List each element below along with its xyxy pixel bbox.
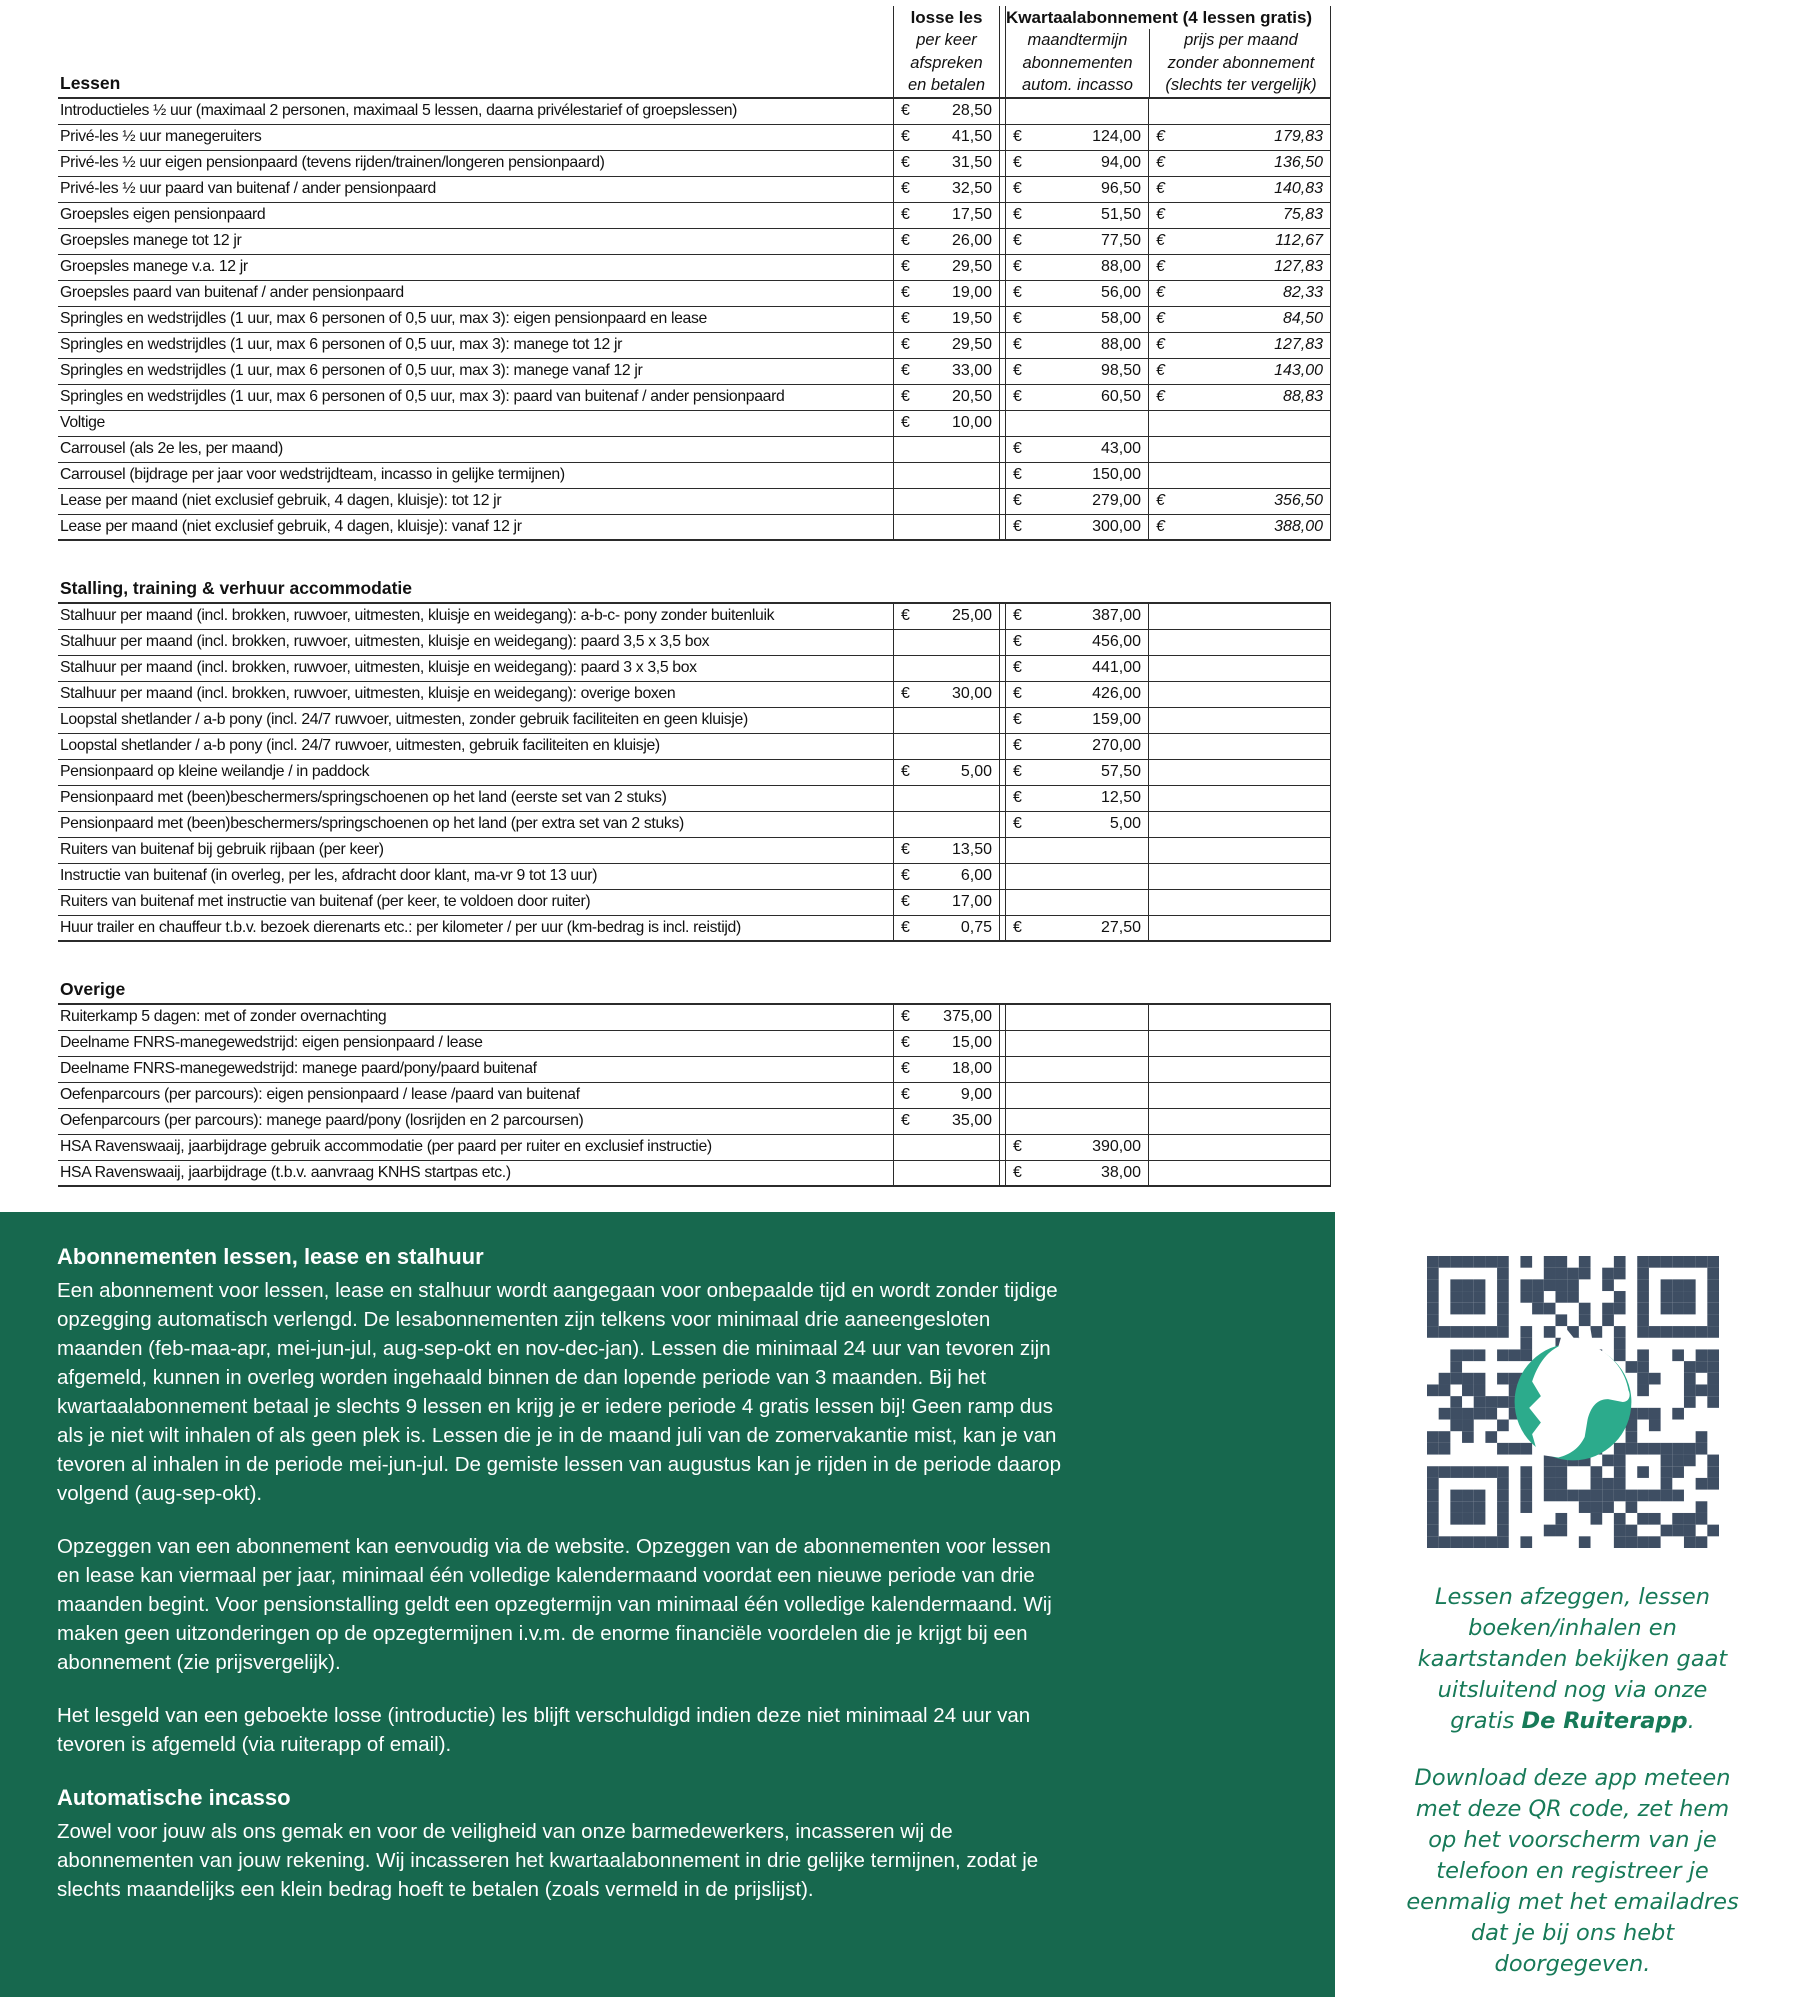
row-label: Lease per maand (niet exclusief gebruik, 4 dagen, kluisje): tot 12 jr	[60, 492, 502, 509]
price-p1: € 29,50	[893, 333, 1000, 358]
price-p2: € 426,00	[1005, 682, 1148, 707]
price-p1	[893, 489, 1000, 514]
app-text-prefix: Lessen afzeggen, lessen boeken/inhalen en kaartstanden bekijken gaat uitsluitend nog via onze gratis	[1417, 1584, 1728, 1734]
table-row	[58, 1005, 1331, 1031]
table-row	[58, 1031, 1331, 1057]
price-p1: € 19,00	[893, 281, 1000, 306]
row-label: Introductieles ½ uur (maximaal 2 personen, maximaal 5 lessen, daarna privélestarief of groepslessen)	[60, 102, 738, 119]
row-label: Privé-les ½ uur paard van buitenaf / ander pensionpaard	[60, 180, 436, 197]
price-p2	[1005, 1083, 1148, 1108]
price-p2: € 56,00	[1005, 281, 1148, 306]
price-p2: € 60,50	[1005, 385, 1148, 410]
price-p3: € 140,83	[1148, 177, 1331, 202]
price-p1: € 19,50	[893, 307, 1000, 332]
row-label: Carrousel (bijdrage per jaar voor wedstrijdteam, incasso in gelijke termijnen)	[60, 466, 565, 483]
price-p2: € 27,50	[1005, 916, 1148, 940]
bottom-area	[0, 1212, 1810, 1997]
table-row	[58, 151, 1331, 177]
price-p2: € 98,50	[1005, 359, 1148, 384]
price-p3	[1148, 864, 1331, 889]
price-p1: € 5,00	[893, 760, 1000, 785]
table-row	[58, 515, 1331, 541]
section-title: Overige	[58, 976, 1331, 1005]
price-p1	[893, 708, 1000, 733]
price-p1: € 13,50	[893, 838, 1000, 863]
table-row	[58, 1057, 1331, 1083]
table-row	[58, 411, 1331, 437]
price-p1	[893, 1135, 1000, 1160]
price-p3: € 388,00	[1148, 515, 1331, 539]
price-p3: € 112,67	[1148, 229, 1331, 254]
table-row	[58, 463, 1331, 489]
price-p3	[1148, 890, 1331, 915]
price-p1: € 41,50	[893, 125, 1000, 150]
table-row	[58, 359, 1331, 385]
price-p1: € 29,50	[893, 255, 1000, 280]
price-p1: € 17,00	[893, 890, 1000, 915]
price-p1	[893, 812, 1000, 837]
price-p1	[893, 734, 1000, 759]
row-label: Voltige	[60, 414, 105, 431]
row-label: Privé-les ½ uur manegeruiters	[60, 128, 262, 145]
price-p1: € 28,50	[893, 99, 1000, 124]
info-block	[0, 1212, 1335, 1997]
price-p2	[1005, 1005, 1148, 1030]
table-row	[58, 864, 1331, 890]
price-p2: € 456,00	[1005, 630, 1148, 655]
table-row	[58, 99, 1331, 125]
price-p2	[1005, 864, 1148, 889]
table-row	[58, 916, 1331, 942]
price-p3	[1148, 1109, 1331, 1134]
col-subtitle: prijs per maand	[1184, 31, 1298, 49]
price-p3: € 84,50	[1148, 307, 1331, 332]
table-row	[58, 656, 1331, 682]
table-row	[58, 682, 1331, 708]
info-heading-incasso: Automatische incasso	[57, 1785, 291, 1810]
column-header-maandtermijn	[1006, 29, 1149, 97]
price-p3: € 127,83	[1148, 255, 1331, 280]
price-p2: € 387,00	[1005, 604, 1148, 629]
price-p2: € 12,50	[1005, 786, 1148, 811]
price-p2: € 38,00	[1005, 1161, 1148, 1185]
table-row	[58, 281, 1331, 307]
section-title-lessen: Lessen	[60, 72, 121, 93]
qr-code-icon	[1427, 1256, 1719, 1548]
price-p1: € 26,00	[893, 229, 1000, 254]
price-p1	[893, 515, 1000, 539]
row-label: Springles en wedstrijdles (1 uur, max 6 personen of 0,5 uur, max 3): manege vanaf 12 jr	[60, 362, 643, 379]
column-header-losse-les	[893, 6, 1000, 97]
price-p2: € 441,00	[1005, 656, 1148, 681]
price-p2: € 279,00	[1005, 489, 1148, 514]
table-row	[58, 890, 1331, 916]
price-p1	[893, 630, 1000, 655]
price-p1: € 18,00	[893, 1057, 1000, 1082]
row-label: HSA Ravenswaaij, jaarbijdrage gebruik accommodatie (per paard per ruiter en exclusief instructie)	[60, 1138, 712, 1155]
col-subtitle: autom. incasso	[1022, 76, 1133, 94]
price-p3: € 143,00	[1148, 359, 1331, 384]
price-p3	[1148, 708, 1331, 733]
price-p3	[1148, 411, 1331, 436]
table-header	[58, 6, 1331, 99]
price-p2	[1005, 1057, 1148, 1082]
table-row	[58, 1135, 1331, 1161]
price-p3: € 82,33	[1148, 281, 1331, 306]
row-label: Groepsles paard van buitenaf / ander pensionpaard	[60, 284, 404, 301]
section-gap	[58, 541, 1331, 575]
row-label: Oefenparcours (per parcours): manege paard/pony (losrijden en 2 parcoursen)	[60, 1112, 584, 1129]
row-label: Instructie van buitenaf (in overleg, per les, afdracht door klant, ma-vr 9 tot 13 uur)	[60, 867, 598, 884]
price-p2: € 88,00	[1005, 255, 1148, 280]
price-p2: € 5,00	[1005, 812, 1148, 837]
price-p2: € 96,50	[1005, 177, 1148, 202]
app-block	[1335, 1212, 1810, 1997]
price-p3	[1148, 1135, 1331, 1160]
price-p2	[1005, 411, 1148, 436]
row-label: Privé-les ½ uur eigen pensionpaard (tevens rijden/trainen/longeren pensionpaard)	[60, 154, 605, 171]
row-label: Stalhuur per maand (incl. brokken, ruwvoer, uitmesten, kluisje en weidegang): paard 3,5 x 3,5 box	[60, 633, 710, 650]
price-p2: € 57,50	[1005, 760, 1148, 785]
price-p3	[1148, 838, 1331, 863]
col-subtitle: abonnementen	[1022, 53, 1133, 72]
row-label: Carrousel (als 2e les, per maand)	[60, 440, 283, 457]
row-label: Springles en wedstrijdles (1 uur, max 6 personen of 0,5 uur, max 3): paard van buitenaf / ander pensionpaard	[60, 388, 785, 405]
price-p2	[1005, 838, 1148, 863]
row-label: Pensionpaard met (been)beschermers/springschoenen op het land (eerste set van 2 stuks)	[60, 789, 667, 806]
price-p2	[1005, 99, 1148, 124]
table-row	[58, 786, 1331, 812]
price-p2: € 88,00	[1005, 333, 1148, 358]
price-p1: € 10,00	[893, 411, 1000, 436]
price-p2: € 94,00	[1005, 151, 1148, 176]
table-row	[58, 734, 1331, 760]
row-label: Ruiters van buitenaf met instructie van buitenaf (per keer, te voldoen door ruiter)	[60, 893, 591, 910]
price-p1: € 30,00	[893, 682, 1000, 707]
col-subtitle: per keer	[916, 31, 977, 49]
price-p1	[893, 463, 1000, 488]
col-subtitle: (slechts ter vergelijk)	[1165, 76, 1317, 94]
row-label: Pensionpaard op kleine weilandje / in paddock	[60, 763, 370, 780]
row-label: Stalhuur per maand (incl. brokken, ruwvoer, uitmesten, kluisje en weidegang): overige boxen	[60, 685, 676, 702]
price-p1: € 15,00	[893, 1031, 1000, 1056]
col-subtitle: maandtermijn	[1027, 31, 1128, 49]
row-label: Deelname FNRS-manegewedstrijd: manege paard/pony/paard buitenaf	[60, 1060, 537, 1077]
table-row	[58, 604, 1331, 630]
table-row	[58, 838, 1331, 864]
app-name: De Ruiterapp	[1521, 1708, 1688, 1734]
row-label: Springles en wedstrijdles (1 uur, max 6 personen of 0,5 uur, max 3): manege tot 12 jr	[60, 336, 623, 353]
price-p1: € 31,50	[893, 151, 1000, 176]
table-row	[58, 1083, 1331, 1109]
row-label: HSA Ravenswaaij, jaarbijdrage (t.b.v. aanvraag KNHS startpas etc.)	[60, 1163, 511, 1181]
price-p3	[1148, 1161, 1331, 1185]
price-p3: € 75,83	[1148, 203, 1331, 228]
price-p3: € 136,50	[1148, 151, 1331, 176]
price-p1: € 6,00	[893, 864, 1000, 889]
price-p1: € 20,50	[893, 385, 1000, 410]
price-p2: € 150,00	[1005, 463, 1148, 488]
price-p2	[1005, 890, 1148, 915]
row-label: Groepsles manege tot 12 jr	[60, 232, 242, 249]
price-p3	[1148, 786, 1331, 811]
table-row	[58, 177, 1331, 203]
table-row	[58, 812, 1331, 838]
table-row	[58, 333, 1331, 359]
price-p2: € 159,00	[1005, 708, 1148, 733]
col-subtitle: zonder abonnement	[1167, 53, 1315, 72]
price-p1: € 35,00	[893, 1109, 1000, 1134]
price-p3	[1148, 734, 1331, 759]
price-p1: € 0,75	[893, 916, 1000, 940]
price-p3	[1148, 760, 1331, 785]
info-paragraph-4: Zowel voor jouw als ons gemak en voor de veiligheid van onze barmedewerkers, incasseren wij de abonnementen van jouw rekening. Wij incasseren het kwartaalabonnement in drie gelijke termijnen, zodat je slechts maandelijks een klein bedrag hoeft te betalen (zoals vermeld in de prijslijst).	[57, 1820, 1039, 1901]
price-p2: € 390,00	[1005, 1135, 1148, 1160]
price-p1: € 33,00	[893, 359, 1000, 384]
table-row	[58, 489, 1331, 515]
column-header-prijs-per-maand	[1149, 29, 1332, 97]
price-p3	[1148, 812, 1331, 837]
price-p3	[1148, 1005, 1331, 1030]
price-p2: € 58,00	[1005, 307, 1148, 332]
row-label: Stalhuur per maand (incl. brokken, ruwvoer, uitmesten, kluisje en weidegang): paard 3 x 3,5 box	[60, 659, 697, 676]
row-label: Stalhuur per maand (incl. brokken, ruwvoer, uitmesten, kluisje en weidegang): a-b-c- pony zonder buitenluik	[60, 607, 775, 624]
price-p1: € 375,00	[893, 1005, 1000, 1030]
price-p2: € 270,00	[1005, 734, 1148, 759]
row-label: Oefenparcours (per parcours): eigen pensionpaard / lease /paard van buitenaf	[60, 1086, 580, 1103]
table-row	[58, 125, 1331, 151]
table-row	[58, 437, 1331, 463]
price-p3: € 179,83	[1148, 125, 1331, 150]
row-label: Springles en wedstrijdles (1 uur, max 6 personen of 0,5 uur, max 3): eigen pensionpaard en lease	[60, 310, 707, 327]
price-p1	[893, 656, 1000, 681]
price-p1: € 25,00	[893, 604, 1000, 629]
table-row	[58, 385, 1331, 411]
price-p1	[893, 786, 1000, 811]
column-header-kwartaalabonnement	[1005, 6, 1331, 97]
price-p3	[1148, 604, 1331, 629]
price-p1: € 9,00	[893, 1083, 1000, 1108]
price-p3	[1148, 1057, 1331, 1082]
info-paragraph-2: Opzeggen van een abonnement kan eenvoudig via de website. Opzeggen van de abonnementen voor lessen en lease kan viermaal per jaar, minimaal één volledige kalendermaand voordat een nieuwe periode van drie maanden begint. Voor pensionstalling geldt een opzegtermijn van minimaal één volledige kalendermaand. Wij maken geen uitzonderingen op de opzegtermijnen i.v.m. de enorme financiële voordelen die je krijgt bij een abonnement (zie prijsvergelijk).	[57, 1535, 1052, 1674]
price-p3: € 127,83	[1148, 333, 1331, 358]
price-p1	[893, 437, 1000, 462]
row-label: Loopstal shetlander / a-b pony (incl. 24/7 ruwvoer, uitmesten, gebruik faciliteiten en kluisje)	[60, 737, 660, 754]
info-paragraph-3: Het lesgeld van een geboekte losse (introductie) les blijft verschuldigd indien deze niet minimaal 24 uur van tevoren is afgemeld (via ruiterapp of email).	[57, 1704, 1031, 1756]
table-row	[58, 630, 1331, 656]
price-p3	[1148, 656, 1331, 681]
table-row	[58, 255, 1331, 281]
price-p2	[1005, 1031, 1148, 1056]
price-p3	[1148, 682, 1331, 707]
row-label: Groepsles manege v.a. 12 jr	[60, 258, 248, 275]
row-label: Ruiterkamp 5 dagen: met of zonder overnachting	[60, 1008, 387, 1025]
price-p3: € 88,83	[1148, 385, 1331, 410]
app-instruction-1	[1403, 1582, 1743, 1737]
row-label: Ruiters van buitenaf bij gebruik rijbaan (per keer)	[60, 841, 384, 858]
price-p3	[1148, 916, 1331, 940]
price-p3	[1148, 630, 1331, 655]
price-p1	[893, 1161, 1000, 1185]
price-p3	[1148, 1083, 1331, 1108]
price-p3	[1148, 463, 1331, 488]
row-label: Groepsles eigen pensionpaard	[60, 206, 266, 223]
price-p2: € 300,00	[1005, 515, 1148, 539]
price-p3	[1148, 1031, 1331, 1056]
app-text-suffix: .	[1687, 1708, 1695, 1734]
price-p3: € 356,50	[1148, 489, 1331, 514]
table-body	[58, 99, 1331, 1187]
table-row	[58, 708, 1331, 734]
price-p1: € 17,50	[893, 203, 1000, 228]
row-label: Huur trailer en chauffeur t.b.v. bezoek dierenarts etc.: per kilometer / per uur (km-bedrag is incl. reistijd)	[60, 918, 741, 936]
price-p1: € 32,50	[893, 177, 1000, 202]
price-table	[58, 6, 1331, 1187]
info-heading-abonnementen: Abonnementen lessen, lease en stalhuur	[57, 1244, 484, 1269]
table-row	[58, 229, 1331, 255]
table-row	[58, 760, 1331, 786]
section-title: Stalling, training & verhuur accommodatie	[58, 575, 1331, 604]
price-p2: € 51,50	[1005, 203, 1148, 228]
col-title: Kwartaalabonnement (4 lessen gratis)	[1006, 8, 1313, 27]
col-title: losse les	[910, 8, 983, 27]
app-instruction-2: Download deze app meteen met deze QR code, zet hem op het voorscherm van je telefoon en registreer je eenmalig met het emailadres dat je bij ons hebt doorgegeven.	[1406, 1765, 1739, 1977]
row-label: Deelname FNRS-manegewedstrijd: eigen pensionpaard / lease	[60, 1034, 483, 1051]
row-label: Lease per maand (niet exclusief gebruik, 4 dagen, kluisje): vanaf 12 jr	[60, 517, 522, 535]
price-p3	[1148, 437, 1331, 462]
price-p2: € 124,00	[1005, 125, 1148, 150]
row-label: Loopstal shetlander / a-b pony (incl. 24/7 ruwvoer, uitmesten, zonder gebruik faciliteiten en geen kluisje)	[60, 711, 748, 728]
table-row	[58, 203, 1331, 229]
price-p3	[1148, 99, 1331, 124]
section-gap	[58, 942, 1331, 976]
info-paragraph-1: Een abonnement voor lessen, lease en stalhuur wordt aangegaan voor onbepaalde tijd en wordt zonder tijdige opzegging automatisch verlengd. De lesabonnementen zijn telkens voor minimaal drie aaneengesloten maanden (feb-maa-apr, mei-jun-jul, aug-sep-okt en nov-dec-jan). Lessen die minimaal 24 uur van tevoren zijn afgemeld, kunnen in overleg worden ingehaald binnen de dan lopende periode van 3 maanden. Bij het kwartaalabonnement betaal je slechts 9 lessen en krijg je er iedere periode 4 gratis lessen bij! Geen ramp dus als je niet wilt inhalen of als geen plek is. Lessen die je in de maand juli van de zomervakantie mist, kan je van tevoren al inhalen in de periode mei-jun-jul. De gemiste lessen van augustus kan je rijden in de periode daarop volgend (aug-sep-okt).	[57, 1279, 1061, 1505]
price-p2: € 77,50	[1005, 229, 1148, 254]
col-subtitle: afspreken	[910, 53, 983, 72]
price-p2: € 43,00	[1005, 437, 1148, 462]
table-row	[58, 1109, 1331, 1135]
table-row	[58, 1161, 1331, 1187]
table-row	[58, 307, 1331, 333]
row-label: Pensionpaard met (been)beschermers/springschoenen op het land (per extra set van 2 stuks)	[60, 815, 684, 832]
col-subtitle: en betalen	[907, 76, 986, 94]
price-p2	[1005, 1109, 1148, 1134]
